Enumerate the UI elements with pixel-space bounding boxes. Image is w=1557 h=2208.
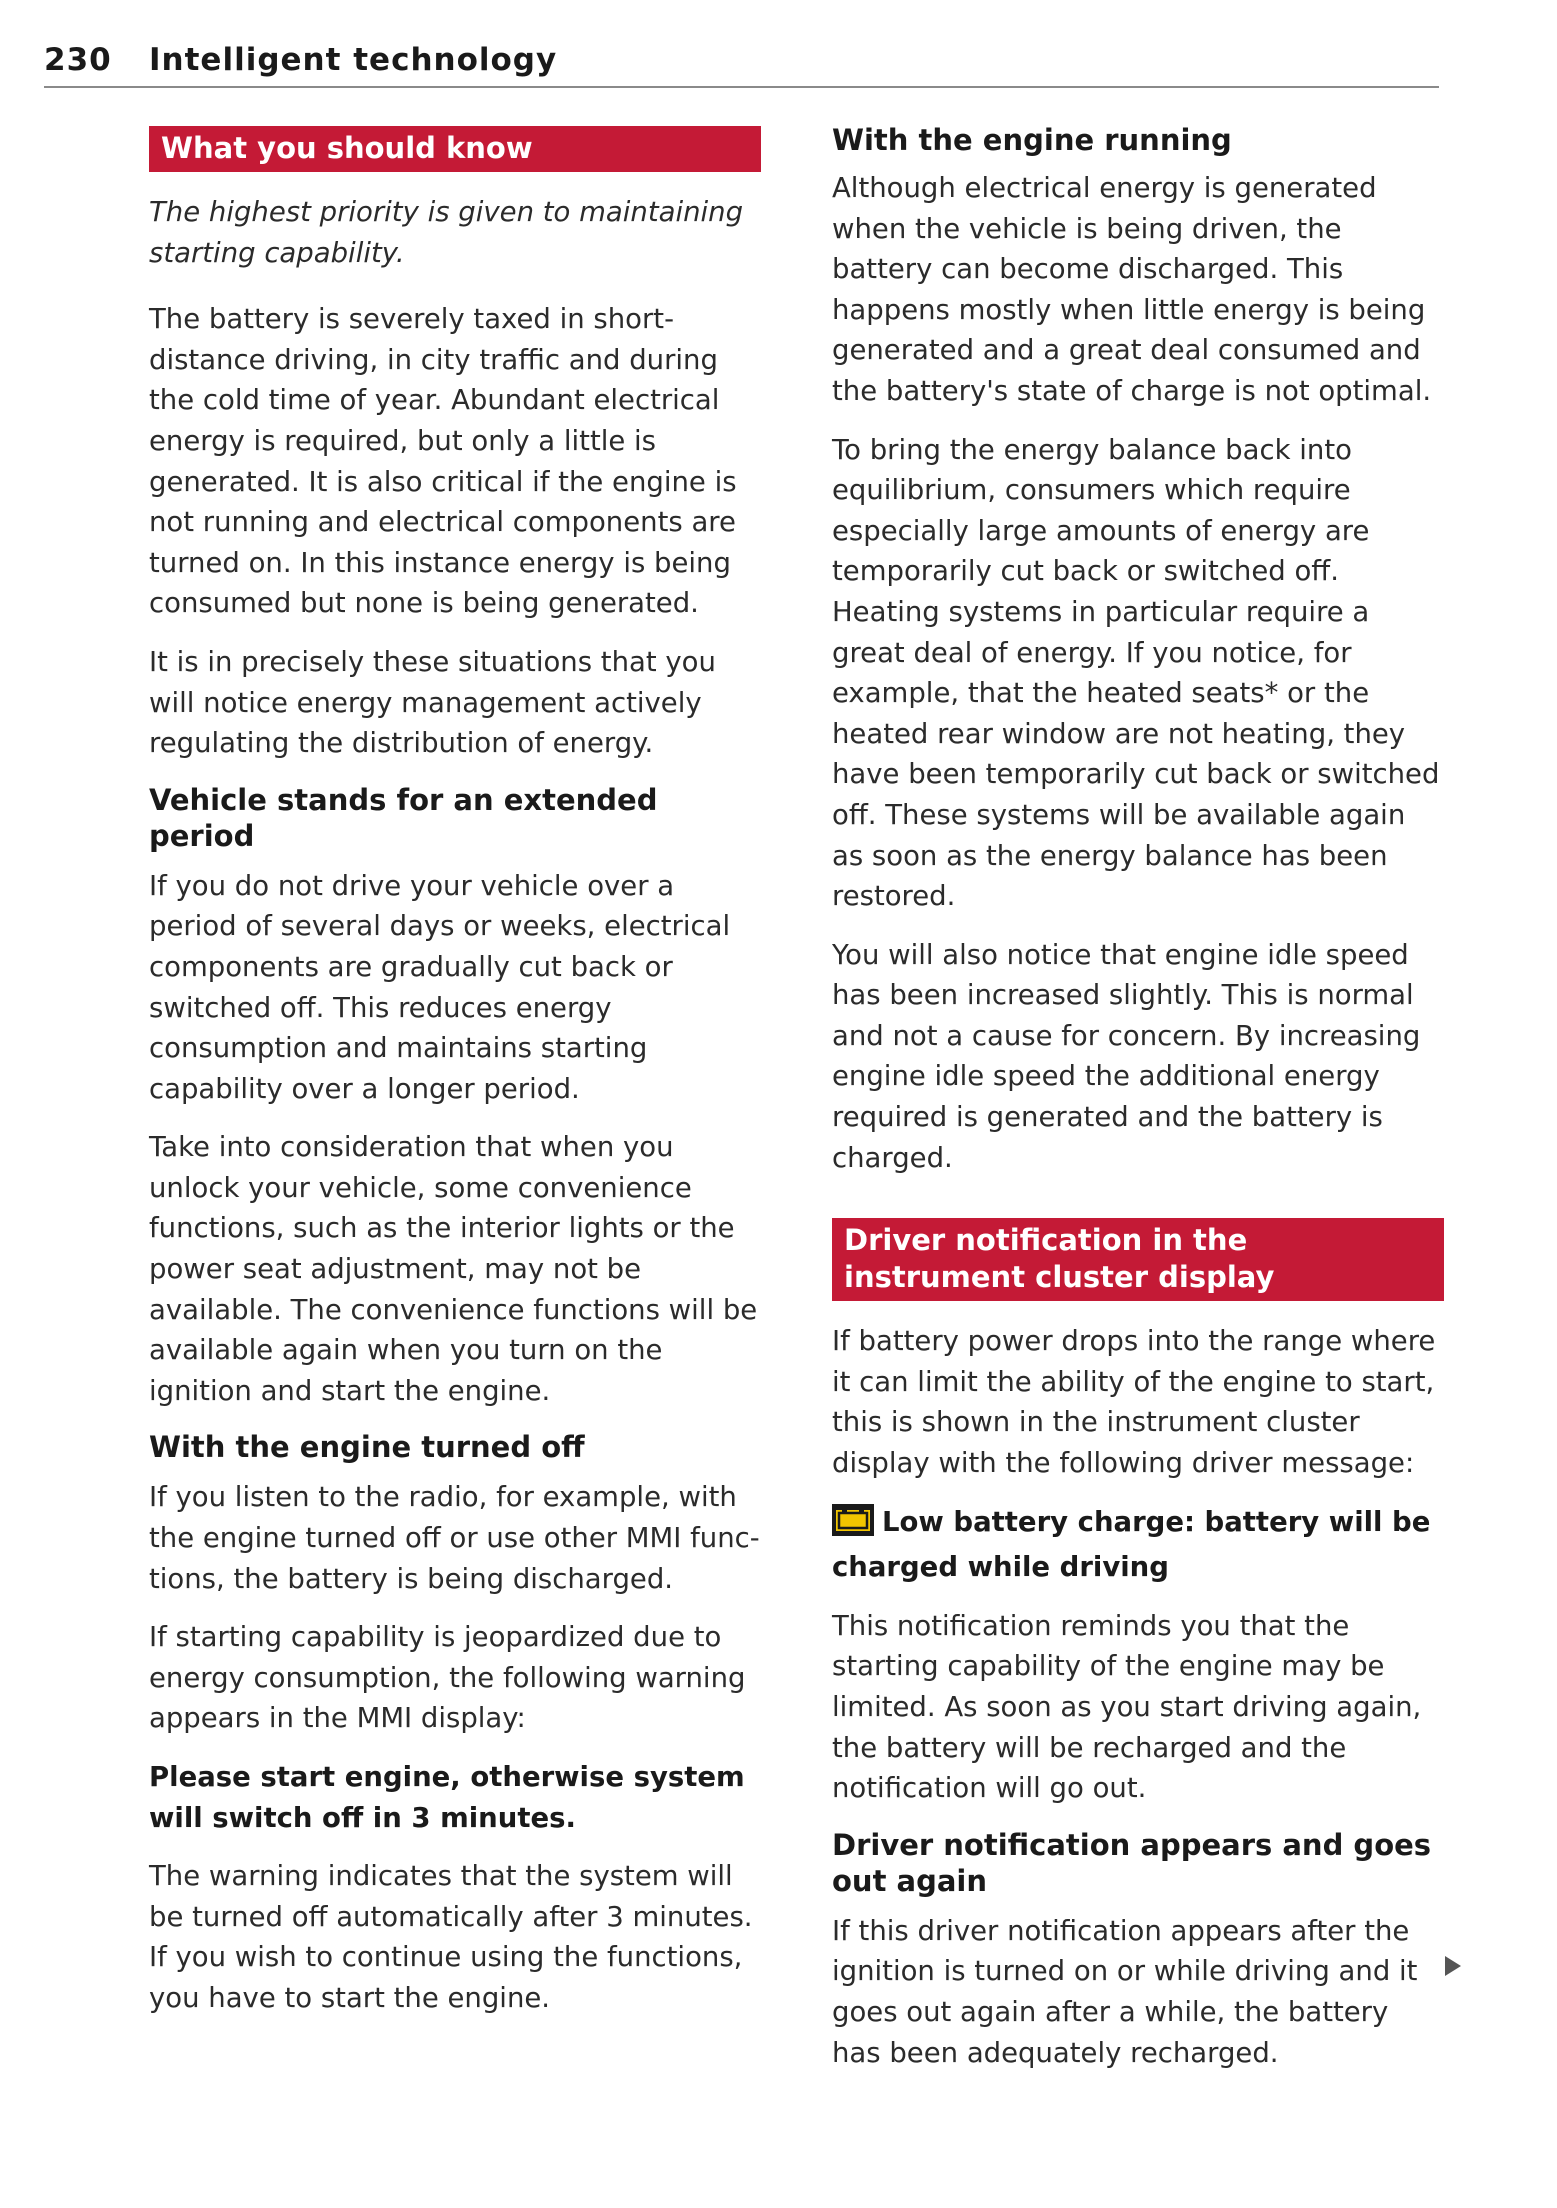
paragraph: If starting capability is jeopardized due to energy consumption, the following warning appears in the MMI display: <box>149 1621 746 1735</box>
next-page-arrow-icon <box>1445 1956 1461 1976</box>
battery-icon <box>832 1504 874 1548</box>
chapter-title: Intelligent technology <box>149 42 558 78</box>
driver-notification-text: Low battery charge: battery will be charged while driving <box>832 1505 1431 1584</box>
paragraph: The warning indicates that the system will be turned off automatically after 3 minutes. If you wish to continue using the functions, you have to start the engine. <box>149 1860 753 2014</box>
right-column <box>832 123 1444 2091</box>
paragraph: If you listen to the radio, for example, with the engine turned off or use other MMI functions, the battery is being discharged. <box>149 1481 760 1595</box>
paragraph: Although electrical energy is generated when the vehicle is being driven, the battery can become discharged. This happens mostly when little energy is being generated and a great deal consumed and the battery's state of charge is not optimal. <box>832 172 1432 407</box>
paragraph: If this driver notification appears after the ignition is turned on or while driving and it goes out again after a while, the battery has been adequately recharged. <box>832 1914 1418 2069</box>
section-banner-what-you-should-know: What you should know <box>149 126 761 172</box>
page-header <box>44 38 1439 88</box>
paragraph: You will also notice that engine idle speed has been increased slightly. This is normal and not a cause for concern. By increasing engine idle speed the additional energy required is generated and the battery is charged. <box>832 938 1421 1174</box>
intro-text: The highest priority is given to maintaining starting capability. <box>149 196 744 269</box>
driver-notification-message <box>832 1502 1444 1588</box>
paragraph: It is in precisely these situations that you will notice energy management actively regulating the distribution of energy. <box>149 645 716 760</box>
heading-extended-period: Vehicle stands for an extended period <box>149 782 658 853</box>
paragraph: To bring the energy balance back into equilibrium, consumers which require especially large amounts of energy are temporarily cut back or switched off. Heating systems in particular require a great deal of energy. If you notice, for example, that the heated seats* or the heated rear window are not heating, they have been temporarily cut back or switched off. These systems will be available again as soon as the energy balance has been restored. <box>832 433 1440 913</box>
paragraph: This notification reminds you that the starting capability of the engine may be limited. As soon as you start driving again, the battery will be recharged and the notification will go out. <box>832 1609 1422 1805</box>
mmi-warning-message: Please start engine, otherwise system will switch off in 3 minutes. <box>149 1761 745 1834</box>
left-column <box>149 126 761 2037</box>
heading-notification-appears: Driver notification appears and goes out again <box>832 1827 1432 1898</box>
page-number: 230 <box>44 42 112 78</box>
heading-engine-running: With the engine running <box>832 123 1232 157</box>
heading-engine-turned-off: With the engine turned off <box>149 1430 585 1465</box>
paragraph: Take into consideration that when you unlock your vehicle, some convenience functions, such as the interior lights or the power seat adjustment, may not be available. The convenience functions will be available again when you turn on the ignition and start the engine. <box>149 1131 758 1407</box>
paragraph: The battery is severely taxed in short-distance driving, in city traffic and during the cold time of year. Abundant electrical energy is required, but only a little is generated. It is also critical if the engine is not running and electrical components are turned on. In this instance energy is being consumed but none is being generated. <box>149 303 737 620</box>
section-banner-driver-notification: Driver notification in the instrument cluster display <box>832 1218 1444 1301</box>
paragraph: If you do not drive your vehicle over a period of several days or weeks, electrical components are gradually cut back or switched off. This reduces energy consumption and maintains starting capability over a longer period. <box>149 869 731 1105</box>
paragraph: If battery power drops into the range where it can limit the ability of the engine to start, this is shown in the instrument cluster display with the following driver message: <box>832 1325 1436 1480</box>
